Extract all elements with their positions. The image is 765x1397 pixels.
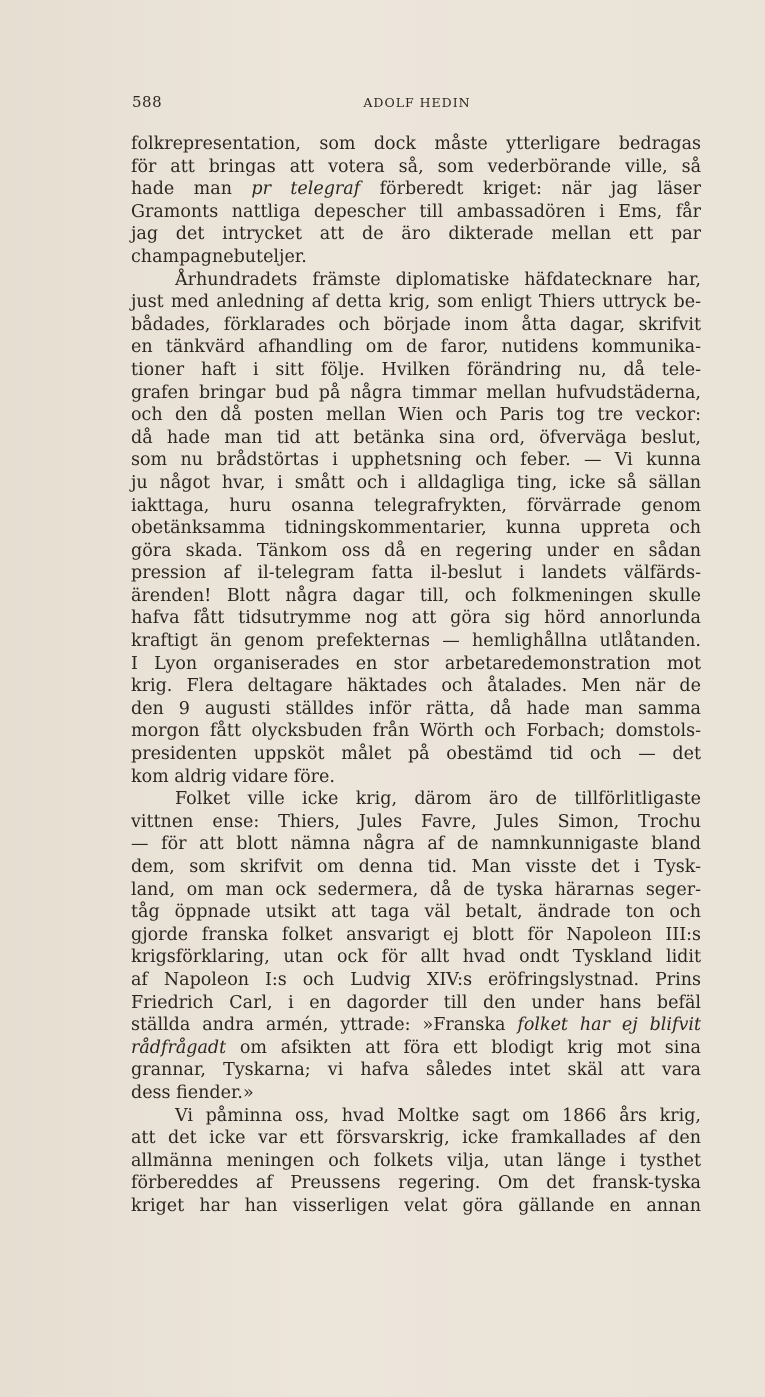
text-line bbox=[131, 540, 701, 563]
text-line bbox=[131, 336, 701, 359]
text-segment: om afsikten att föra ett blodigt krig mot sina bbox=[226, 1037, 701, 1058]
text-segment: morgon fått olycksbuden från Wörth och Forbach; domstols- bbox=[131, 721, 701, 742]
text-line bbox=[131, 833, 701, 856]
text-line bbox=[131, 946, 701, 969]
text-segment: för att bringas att votera så, som vederbörande ville, så bbox=[131, 156, 701, 177]
text-line bbox=[131, 178, 701, 201]
text-segment: krigsförklaring, utan ock för allt hvad ondt Tyskland lidit bbox=[131, 947, 701, 968]
text-segment: kraftigt än genom prefekternas — hemlighållna utlåtanden. bbox=[131, 631, 701, 652]
text-segment: dem, som skrifvit om denna tid. Man visste det i Tysk- bbox=[131, 857, 701, 877]
text-line bbox=[131, 1105, 701, 1128]
text-segment: pression af il-telegram fatta il-beslut i landets välfärds- bbox=[131, 563, 701, 584]
text-segment: tioner haft i sitt följe. Hvilken förändring nu, då tele- bbox=[131, 359, 701, 380]
page-number: 588 bbox=[132, 93, 163, 111]
text-line bbox=[131, 314, 701, 337]
text-line bbox=[131, 472, 701, 495]
text-line bbox=[131, 562, 701, 585]
text-segment: ärenden! Blott några dagar till, och folkmeningen skulle bbox=[131, 585, 701, 606]
text-line bbox=[131, 517, 701, 540]
text-line bbox=[131, 1014, 701, 1037]
text-segment: en tänkvärd afhandling om de faror, nutidens kommunika- bbox=[131, 337, 701, 358]
text-segment: Vi påminna oss, hvad Moltke sagt om 1866 års krig, bbox=[175, 1105, 701, 1126]
text-segment: då hade man tid att betänka sina ord, öfverväga beslut, bbox=[131, 427, 701, 448]
text-segment: förbereddes af Preussens regering. Om det fransk-tyska bbox=[131, 1173, 701, 1194]
text-line bbox=[131, 1082, 701, 1105]
text-line bbox=[131, 630, 701, 653]
text-line bbox=[131, 675, 701, 698]
text-segment: och den då posten mellan Wien och Paris tog tre veckor: bbox=[131, 405, 701, 426]
text-line bbox=[131, 269, 701, 292]
text-segment: hafva fått tidsutrymme nog att göra sig hörd annorlunda bbox=[131, 608, 701, 629]
text-line bbox=[131, 1037, 701, 1060]
text-line bbox=[131, 788, 701, 811]
text-segment: grannar, Tyskarna; vi hafva således intet skäl att vara bbox=[131, 1060, 701, 1081]
text-segment: Friedrich Carl, i en dagorder till den under hans befäl bbox=[131, 992, 701, 1013]
text-segment: I Lyon organiserades en stor arbetaredemonstration mot bbox=[131, 653, 701, 674]
text-line bbox=[131, 856, 701, 879]
text-segment: jag det intrycket att de äro dikterade mellan ett par bbox=[131, 224, 701, 245]
text-line bbox=[131, 1172, 701, 1195]
text-segment: att det icke var ett försvarskrig, icke framkallades af den bbox=[131, 1128, 701, 1149]
text-segment: Gramonts nattliga depescher till ambassadören i Ems, får bbox=[131, 201, 701, 222]
text-line bbox=[131, 607, 701, 630]
text-line bbox=[131, 201, 701, 224]
text-line bbox=[131, 1195, 701, 1218]
page-header bbox=[132, 93, 702, 113]
text-segment: den 9 augusti ställdes inför rätta, då hade man samma bbox=[131, 698, 701, 719]
text-line bbox=[131, 223, 701, 246]
text-segment: Århundradets främste diplomatiske häfdatecknare har, bbox=[175, 269, 701, 290]
text-segment: land, om man ock sedermera, då de tyska härarnas seger- bbox=[131, 879, 701, 900]
italic-text: rådfrågadt bbox=[131, 1037, 227, 1058]
text-segment: obetänksamma tidningskommentarier, kunna uppreta och bbox=[131, 518, 701, 539]
text-segment: folkrepresentation, som dock måste ytterligare bedragas bbox=[131, 134, 701, 154]
text-line bbox=[131, 720, 701, 743]
text-line bbox=[131, 495, 701, 518]
text-line bbox=[131, 133, 701, 156]
text-segment: ju något hvar, i smått och i alldagliga ting, icke så sällan bbox=[131, 472, 701, 493]
text-segment: presidenten uppsköt målet på obestämd tid och — det bbox=[131, 744, 701, 765]
text-segment: förberedt kriget: när jag läser bbox=[360, 179, 701, 200]
text-segment: just med anledning af detta krig, som enligt Thiers uttryck be- bbox=[131, 292, 701, 313]
text-segment: kriget har han visserligen velat göra gällande en annan bbox=[131, 1195, 701, 1216]
text-segment: som nu brådstörtas i upphetsning och feber. — Vi kunna bbox=[131, 450, 701, 471]
body-text bbox=[131, 133, 701, 1218]
text-line bbox=[131, 382, 701, 405]
text-segment: hade man bbox=[131, 179, 252, 200]
text-line bbox=[131, 1150, 701, 1173]
text-line bbox=[131, 992, 701, 1015]
text-line bbox=[131, 246, 701, 269]
text-line bbox=[131, 427, 701, 450]
text-segment: allmänna meningen och folkets vilja, utan länge i tysthet bbox=[131, 1150, 701, 1171]
text-segment: bådades, förklarades och började inom åtta dagar, skrifvit bbox=[131, 314, 701, 335]
italic-text: pr telegraf bbox=[251, 179, 361, 200]
text-line bbox=[131, 766, 701, 789]
text-line bbox=[131, 404, 701, 427]
text-segment: Folket ville icke krig, därom äro de tillförlitligaste bbox=[175, 789, 701, 810]
text-segment: iakttaga, huru osanna telegrafrykten, förvärrade genom bbox=[131, 495, 701, 516]
text-segment: göra skada. Tänkom oss då en regering under en sådan bbox=[131, 540, 701, 561]
text-line bbox=[131, 879, 701, 902]
text-segment: vittnen ense: Thiers, Jules Favre, Jules Simon, Trochu bbox=[131, 811, 701, 832]
text-segment: tåg öppnade utsikt att taga väl betalt, ändrade ton och bbox=[131, 902, 701, 923]
text-line bbox=[131, 924, 701, 947]
text-line bbox=[131, 449, 701, 472]
text-line bbox=[131, 969, 701, 992]
text-line bbox=[131, 653, 701, 676]
text-segment: gjorde franska folket ansvarigt ej blott för Napoleon III:s bbox=[131, 924, 701, 945]
text-segment: grafen bringar bud på några timmar mellan hufvudstäderna, bbox=[131, 382, 701, 403]
text-line bbox=[131, 698, 701, 721]
text-segment: — för att blott nämna några af de namnkunnigaste bland bbox=[131, 834, 701, 855]
text-line bbox=[131, 359, 701, 382]
text-line bbox=[131, 901, 701, 924]
text-segment: kom aldrig vidare före. bbox=[131, 766, 335, 787]
text-line bbox=[131, 811, 701, 834]
text-line bbox=[131, 1059, 701, 1082]
text-segment: krig. Flera deltagare häktades och åtalades. Men när de bbox=[131, 676, 701, 697]
text-line bbox=[131, 156, 701, 179]
text-segment: af Napoleon I:s och Ludvig XIV:s eröfringslystnad. Prins bbox=[131, 969, 701, 990]
italic-text: folket har ej blifvit bbox=[517, 1015, 701, 1036]
running-head: ADOLF HEDIN bbox=[363, 95, 471, 110]
text-line bbox=[131, 291, 701, 314]
text-line bbox=[131, 743, 701, 766]
text-segment: champagnebuteljer. bbox=[131, 246, 307, 267]
text-line bbox=[131, 1127, 701, 1150]
text-segment: ställda andra armén, yttrade: »Franska bbox=[131, 1015, 518, 1036]
text-segment: dess fiender.» bbox=[131, 1082, 254, 1103]
text-line bbox=[131, 585, 701, 608]
